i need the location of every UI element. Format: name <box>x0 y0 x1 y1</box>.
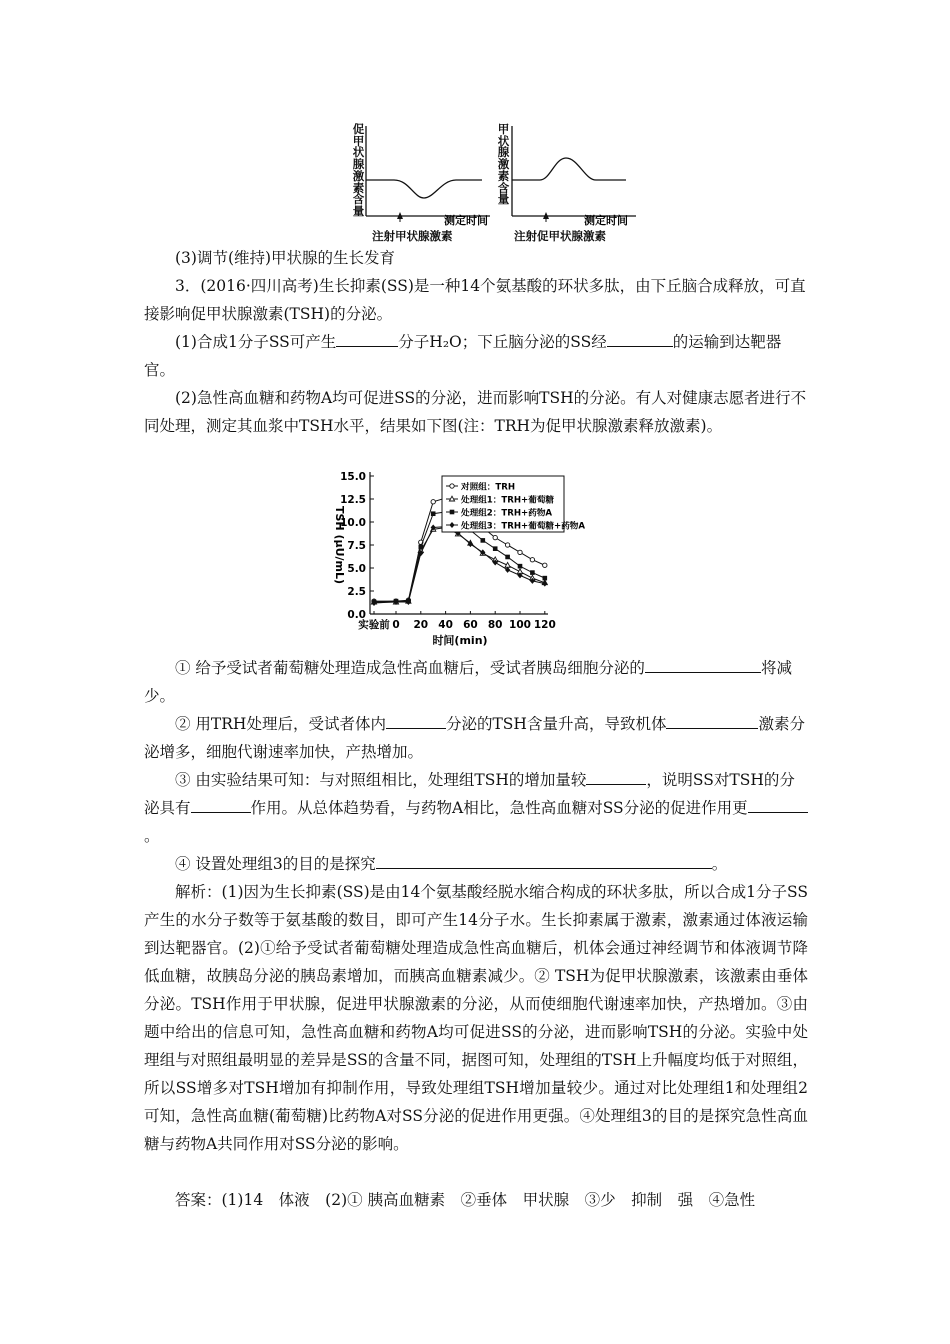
data-point <box>493 535 497 539</box>
s2-text-a: ② 用TRH处理后，受试者体内 <box>175 715 386 733</box>
legend-marker <box>450 510 455 515</box>
y-tick-label: 2.5 <box>347 586 366 598</box>
s1-text-a: ① 给予受试者葡萄糖处理造成急性高血糖后，受试者胰岛细胞分泌的 <box>175 659 645 677</box>
data-point <box>518 564 523 569</box>
q1-blank-2[interactable] <box>607 330 673 347</box>
s3-blank-3[interactable] <box>748 796 808 813</box>
y-tick-label: 15.0 <box>340 471 366 483</box>
sub-question-2 <box>144 710 808 766</box>
y-tick-label: 7.5 <box>347 540 366 552</box>
left-figure-xlabel: 测定时间 <box>444 214 488 227</box>
analysis-paragraph: 解析：(1)因为生长抑素(SS)是由14个氨基酸经脱水缩合构成的环状多肽，所以合成1分子SS产生的水分子数等于氨基酸的数目，即可产生14分子水。生长抑素属于激素，激素通过体液运输到达靶器官。(2)①给予受试者葡萄糖处理造成急性高血糖后，机体会通过神经调节和体液调节降低血糖，故胰岛分泌的胰岛素增加，而胰高血糖素减少。② TSH为促甲状腺激素，该激素由垂体分泌。TSH作用于甲状腺，促进甲状腺激素的分泌，从而使细胞代谢速率加快，产热增加。③由题中给出的信息可知，急性高血糖和药物A均可促进SS的分泌，进而影响TSH的分泌。实验中处理组与对照组最明显的差异是SS的含量不同，据图可知，处理组的TSH上升幅度均低于对照组，所以SS增多对TSH增加有抑制作用，导致处理组TSH增加量较少。通过对比处理组1和处理组2可知，急性高血糖(葡萄糖)比药物A对SS分泌的促进作用更强。④处理组3的目的是探究急性高血糖与药物A共同作用对SS分泌的影响。 <box>144 883 808 1153</box>
tsh-line-chart <box>318 462 586 648</box>
x-tick-label: 0 <box>392 619 400 631</box>
s4-blank[interactable] <box>376 852 712 869</box>
s1-blank[interactable] <box>645 656 761 673</box>
s2-blank-1[interactable] <box>386 712 446 729</box>
x-tick-label: 60 <box>463 619 478 631</box>
right-figure-caption: 注射促甲状腺激素 <box>514 229 606 243</box>
sub-question-1 <box>144 654 808 710</box>
s3-blank-2[interactable] <box>191 796 251 813</box>
q1-text-a: (1)合成1分子SS可产生 <box>175 333 337 351</box>
legend-label: 对照组：TRH <box>461 482 516 493</box>
x-axis-label: 时间(min) <box>432 634 488 647</box>
answer-3-line: (3)调节(维持)甲状腺的生长发育 <box>175 249 396 267</box>
data-point <box>543 563 547 567</box>
data-point <box>431 500 435 504</box>
left-curve-figure <box>364 118 494 228</box>
legend-label: 处理组2：TRH+药物A <box>461 508 553 519</box>
x-tick-label: 实验前 <box>358 619 390 631</box>
s3-text-a: ③ 由实验结果可知：与对照组相比，处理组TSH的增加量较 <box>175 771 587 789</box>
x-tick-label: 80 <box>487 619 503 631</box>
left-figure-caption: 注射甲状腺激素 <box>372 229 453 243</box>
sub-question-4 <box>144 850 808 878</box>
y-tick-label: 5.0 <box>347 563 366 575</box>
q1-blank-1[interactable] <box>336 330 398 347</box>
x-tick-label: 40 <box>438 619 453 631</box>
s3-blank-1[interactable] <box>586 768 646 785</box>
s1-text-b: 将减少。 <box>144 659 792 705</box>
data-point <box>530 558 534 562</box>
right-curve <box>540 158 626 180</box>
s4-text-b: 。 <box>711 855 728 873</box>
left-curve <box>394 180 482 198</box>
x-tick-label: 120 <box>533 619 556 631</box>
right-figure-ylabel: 甲状腺激素含量 <box>497 122 510 207</box>
legend-label: 处理组1：TRH+葡萄糖 <box>461 495 555 506</box>
y-tick-label: 10.0 <box>340 517 366 529</box>
s3-text-d: 。 <box>144 827 160 845</box>
x-tick-label: 20 <box>413 619 429 631</box>
answer-line: 答案：(1)14 体液 (2)① 胰高血糖素 ②垂体 甲状腺 ③少 抑制 强 ④急性 <box>175 1191 756 1209</box>
legend-label: 处理组3：TRH+葡萄糖+药物A <box>461 521 586 532</box>
question-3-part-1 <box>144 328 808 384</box>
s3-text-b: ，说明SS对TSH的分泌具有 <box>144 771 795 817</box>
s2-text-c: 激素分泌增多，细胞代谢速率加快，产热增加。 <box>144 715 805 761</box>
data-point <box>530 570 535 575</box>
left-figure-ylabel: 促甲状腺激素含量 <box>352 122 365 218</box>
sub-question-3 <box>144 766 808 850</box>
data-point <box>543 576 548 581</box>
data-point <box>481 538 486 543</box>
s4-text-a: ④ 设置处理组3的目的是探究 <box>175 855 376 873</box>
data-point <box>505 555 510 560</box>
question-3-stem: 3．(2016·四川高考)生长抑素(SS)是一种14个氨基酸的环状多肽，由下丘脑合成释放，可直接影响促甲状腺激素(TSH)的分泌。 <box>144 277 806 323</box>
right-figure-xlabel: 测定时间 <box>584 214 628 227</box>
right-curve-figure <box>510 118 640 228</box>
x-tick-label: 100 <box>509 619 531 631</box>
s2-blank-2[interactable] <box>666 712 758 729</box>
y-tick-label: 0.0 <box>347 609 366 621</box>
data-point <box>493 546 498 551</box>
y-axis-label: TSH (μU/mL) <box>333 505 346 585</box>
s3-text-c: 作用。从总体趋势看，与药物A相比，急性高血糖对SS分泌的促进作用更 <box>250 799 748 817</box>
y-tick-label: 12.5 <box>340 494 366 506</box>
q1-text-c: 的运输到达靶器官。 <box>144 333 782 379</box>
data-point <box>419 545 424 550</box>
data-point <box>505 567 510 573</box>
data-point <box>505 543 509 547</box>
data-point <box>431 511 436 516</box>
s2-text-b: 分泌的TSH含量升高，导致机体 <box>445 715 667 733</box>
question-3-part-2: (2)急性高血糖和药物A均可促进SS的分泌，进而影响TSH的分泌。有人对健康志愿者进行不同处理，测定其血浆中TSH水平，结果如下图(注：TRH为促甲状腺激素释放激素)。 <box>144 389 807 435</box>
data-point <box>518 550 522 554</box>
legend-marker <box>450 484 454 488</box>
q1-text-b: 分子H₂O；下丘脑分泌的SS经 <box>398 333 607 351</box>
